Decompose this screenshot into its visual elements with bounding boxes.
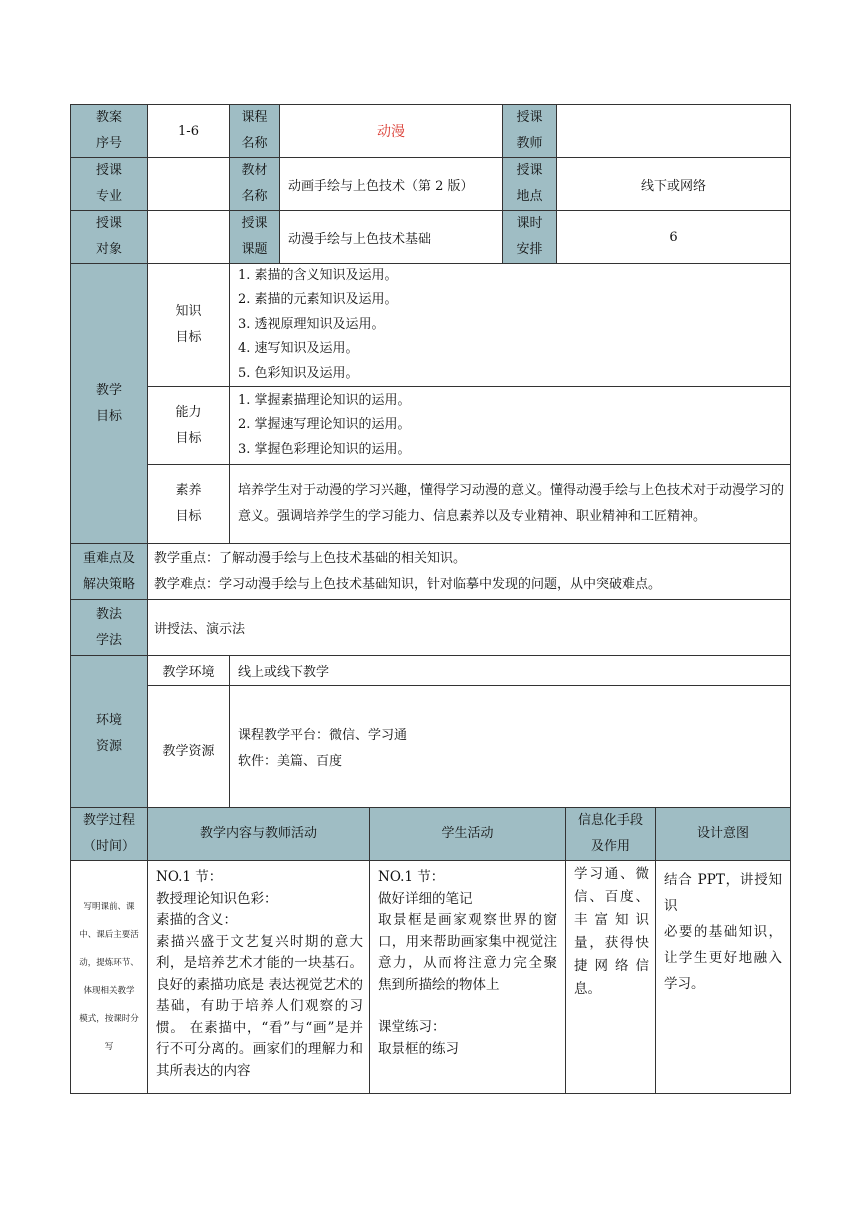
info-tools: 学习通、微信、百度、丰富知识量，获得快捷网络信息。	[566, 861, 656, 1094]
textbook-value: 动画手绘与上色技术（第 2 版）	[280, 158, 503, 211]
major-value	[148, 158, 230, 211]
methods-value: 讲授法、演示法	[148, 600, 791, 656]
knowledge-objective-label: 知识 目标	[148, 264, 230, 387]
resource-line: 课程教学平台：微信、学习通	[238, 728, 408, 744]
list-item: 1. 掌握素描理论知识的运用。	[238, 392, 411, 408]
student-paragraph: 取景框是画家观察世界的窗口，用来帮助画家集中视觉注意力，从而将注意力完全聚 焦到所描绘的物体上	[378, 912, 557, 993]
environment-label: 环境 资源	[71, 656, 148, 813]
key-point-line: 教学重点：了解动漫手绘与上色技术基础的相关知识。	[154, 550, 467, 566]
student-line: 取景框的练习	[378, 1040, 459, 1057]
teacher-label: 授课 教师	[503, 105, 557, 158]
list-item: 1. 素描的含义知识及运用。	[238, 268, 398, 283]
lesson-no-value: 1-6	[148, 105, 230, 158]
location-value: 线下或网络	[557, 158, 791, 211]
hours-label: 课时 安排	[503, 211, 557, 264]
key-points-label: 重难点及 解决策略	[71, 544, 148, 600]
location-label: 授课 地点	[503, 158, 557, 211]
resource-line: 软件：美篇、百度	[238, 754, 343, 770]
key-points-text	[148, 544, 791, 600]
textbook-label: 教材 名称	[230, 158, 280, 211]
list-item: 3. 透视原理知识及运用。	[238, 316, 385, 332]
lesson-plan-table	[70, 104, 791, 813]
student-line: NO.1 节：	[378, 869, 445, 885]
content-line: 素描的含义：	[156, 912, 237, 928]
objectives-label: 教学 目标	[71, 264, 148, 544]
info-header: 信息化手段 及作用	[566, 808, 656, 861]
topic-value: 动漫手绘与上色技术基础	[280, 211, 503, 264]
env-value: 线上或线下教学	[230, 656, 791, 686]
content-header: 教学内容与教师活动	[148, 808, 370, 861]
content-line: NO.1 节：	[156, 869, 223, 885]
audience-value	[148, 211, 230, 264]
student-activity	[370, 861, 566, 1094]
process-table	[70, 807, 791, 1094]
hours-value: 6	[557, 211, 791, 264]
lesson-no-label: 教案 序号	[71, 105, 148, 158]
methods-label: 教法 学法	[71, 600, 148, 656]
list-item: 2. 素描的元素知识及运用。	[238, 292, 398, 308]
student-line: 做好详细的笔记	[378, 890, 473, 907]
env-label: 教学环境	[148, 656, 230, 686]
literacy-objective-label: 素养 目标	[148, 465, 230, 544]
list-item: 2. 掌握速写理论知识的运用。	[238, 417, 411, 433]
ability-objective-list	[230, 387, 791, 465]
design-intent	[656, 861, 791, 1094]
list-item: 5. 色彩知识及运用。	[238, 365, 359, 381]
process-time-header: 教学过程 （时间）	[71, 808, 148, 861]
teacher-activity	[148, 861, 370, 1094]
list-item: 4. 速写知识及运用。	[238, 341, 359, 357]
design-line: 结合 PPT，讲授知识	[664, 872, 782, 914]
content-paragraph: 素描兴盛于文艺复兴时期的意大利，是培养艺术才能的一块基石。良好的素描功底是 表达视觉艺术的基础，有助于培养人们观察的习惯。 在素描中，“看”与“画”是并行不可分离的。画家们的理解力和其所表达的内容	[156, 933, 363, 1079]
content-line: 教授理论知识色彩：	[156, 890, 278, 907]
student-line: 课堂练习：	[378, 1019, 446, 1035]
time-note: 写明课前、课 中、课后主要活 动，提炼环节、 体现相关教学 模式，按课时分 写	[71, 861, 148, 1094]
resource-label: 教学资源	[148, 686, 230, 813]
knowledge-objective-list	[230, 264, 791, 387]
literacy-objective-text: 培养学生对于动漫的学习兴趣，懂得学习动漫的意义。懂得动漫手绘与上色技术对于动漫学习的意义。强调培养学生的学习能力、信息素养以及专业精神、职业精神和工匠精神。	[230, 465, 791, 544]
teacher-value	[557, 105, 791, 158]
topic-label: 授课 课题	[230, 211, 280, 264]
student-header: 学生活动	[370, 808, 566, 861]
major-label: 授课 专业	[71, 158, 148, 211]
resource-value	[230, 686, 791, 813]
course-name-label: 课程 名称	[230, 105, 280, 158]
key-point-line: 教学难点：学习动漫手绘与上色技术基础知识，针对临摹中发现的问题，从中突破难点。	[154, 576, 662, 592]
ability-objective-label: 能力 目标	[148, 387, 230, 465]
list-item: 3. 掌握色彩理论知识的运用。	[238, 441, 411, 457]
audience-label: 授课 对象	[71, 211, 148, 264]
design-header: 设计意图	[656, 808, 791, 861]
design-line: 必要的基础知识，让学生更好地融入学习。	[664, 924, 782, 992]
course-name-value: 动漫	[280, 105, 503, 158]
